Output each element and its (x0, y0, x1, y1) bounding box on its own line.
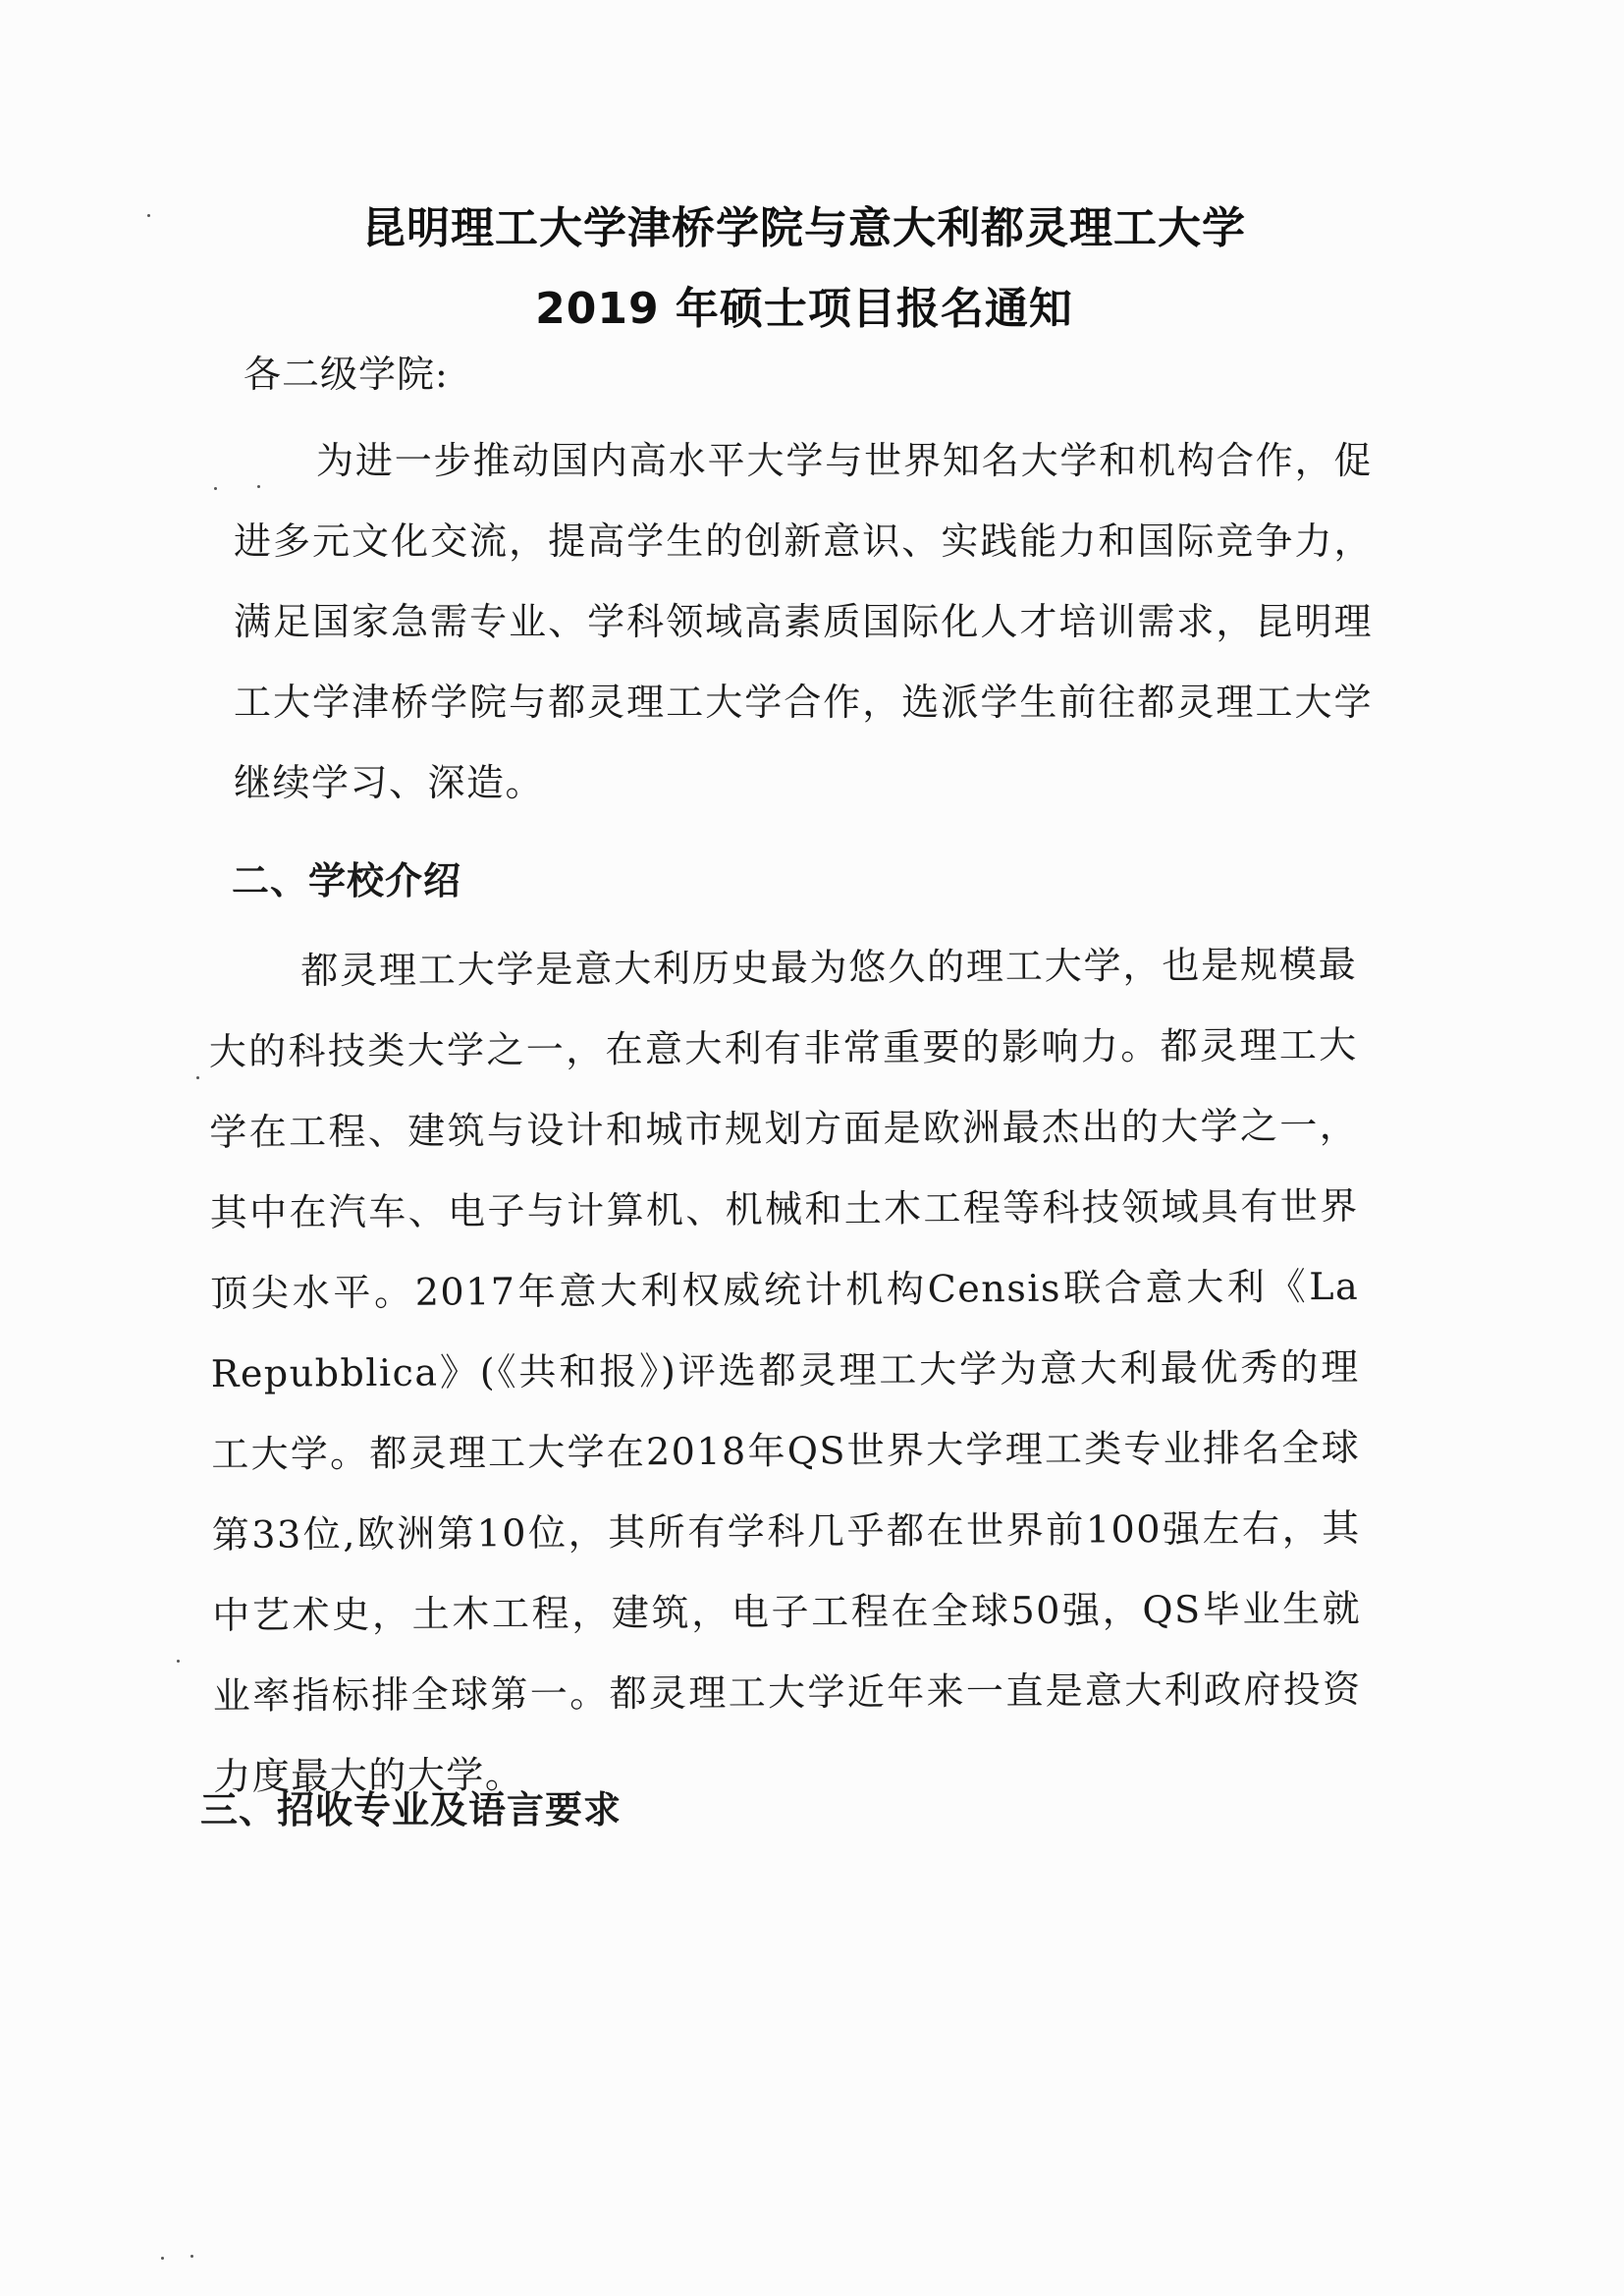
intro-paragraph: 为进一步推动国内高水平大学与世界知名大学和机构合作，促进多元文化交流，提高学生的创新意识、实践能力和国际竞争力，满足国家急需专业、学科领域高素质国际化人才培训需求，昆明理工大学津桥学院与都灵理工大学合作，选派学生前往都灵理工大学继续学习、深造。 (234, 439, 1373, 804)
document-title-line2: 2019 年硕士项目报名通知 (535, 284, 1073, 334)
school-intro-paragraph: 都灵理工大学是意大利历史最为悠久的理工大学，也是规模最大的科技类大学之一，在意大利有非常重要的影响力。都灵理工大学在工程、建筑与设计和城市规划方面是欧洲最杰出的大学之一，其中在汽车、电子与计算机、机械和土木工程等科技领域具有世界顶尖水平。2017年意大利权威统计机构Censis联合意大利《La Repubblica》(《共和报》)评选都灵理工大学为意大利最优秀的理工大学。都灵理工大学在2018年QS世界大学理工类专业排名全球第33位,欧洲第10位，其所有学科几乎都在世界前100强左右，其中艺术史，土木工程，建筑，电子工程在全球50强，QS毕业生就业率指标排全球第一。都灵理工大学近年来一直是意大利政府投资力度最大的大学。 (208, 942, 1362, 1798)
scan-speck (190, 2255, 193, 2258)
scan-speck (214, 487, 217, 490)
section-heading-school-intro: 二、学校介绍 (232, 859, 462, 902)
section-heading-majors-language: 三、招收专业及语言要求 (200, 1788, 623, 1831)
scan-speck (177, 1660, 180, 1663)
scan-speck (161, 2257, 164, 2260)
document-title-line1: 昆明理工大学津桥学院与意大利都灵理工大学 (362, 203, 1246, 253)
salutation: 各二级学院: (244, 353, 449, 396)
scan-speck (257, 485, 260, 488)
scan-speck (147, 214, 150, 217)
scan-speck (196, 1076, 199, 1079)
